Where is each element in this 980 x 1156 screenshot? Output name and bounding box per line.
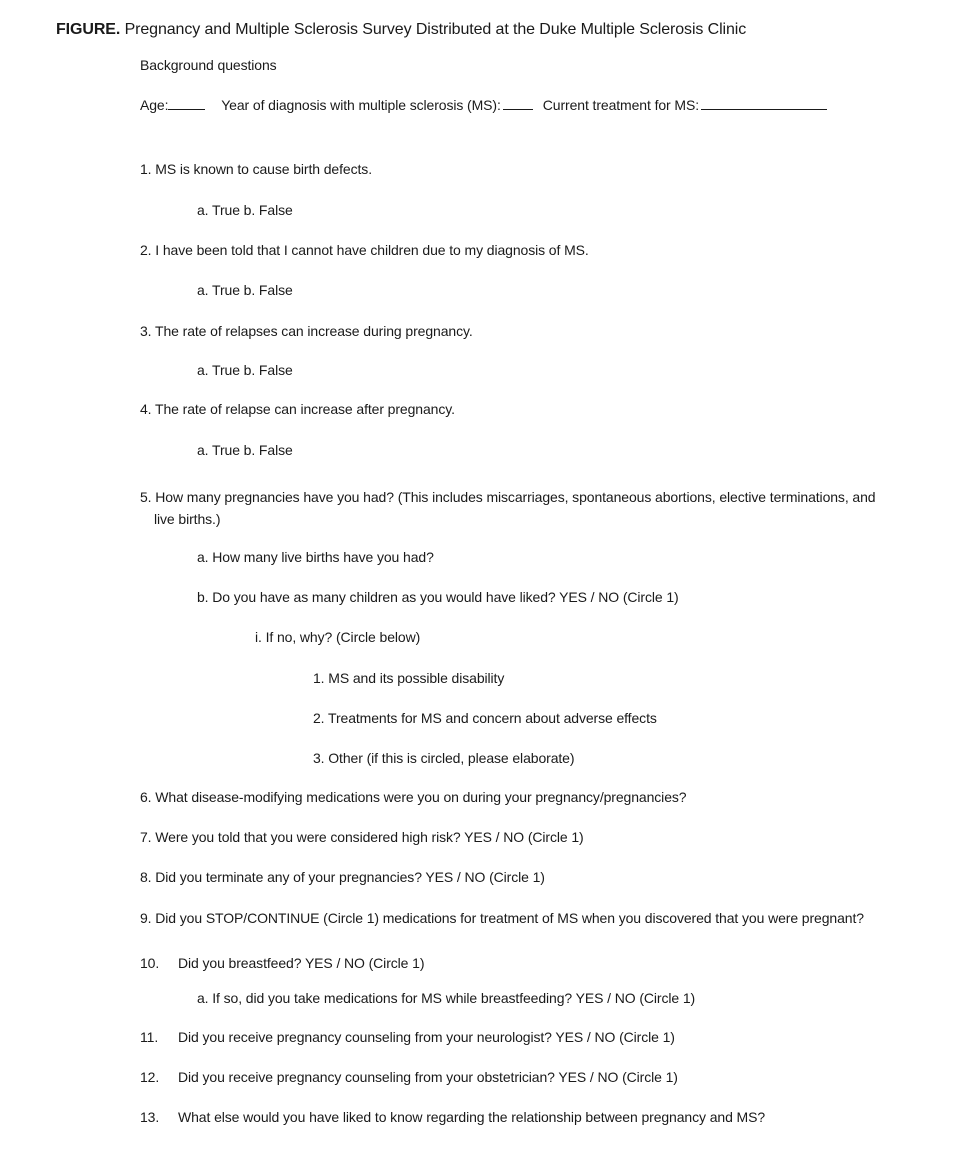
question-4-options: a. True b. False <box>197 442 293 458</box>
treatment-label: Current treatment for MS: <box>542 97 699 113</box>
question-10a: a. If so, did you take medications for MS while breastfeeding? YES / NO (Circle 1) <box>197 990 696 1006</box>
question-12-number: 12. <box>140 1069 160 1085</box>
question-1-options: a. True b. False <box>197 202 293 218</box>
question-5b-i-option-2: 2. Treatments for MS and concern about adverse effects <box>313 710 657 726</box>
question-3-options: a. True b. False <box>197 362 293 378</box>
question-2-options: a. True b. False <box>197 282 293 298</box>
background-fields-row <box>140 97 837 113</box>
question-13 <box>140 1109 765 1125</box>
question-11 <box>140 1029 675 1045</box>
age-label: Age: <box>140 97 169 113</box>
question-6: 6. What disease-modifying medications were you on during your pregnancy/pregnancies? <box>140 789 687 805</box>
question-2: 2. I have been told that I cannot have children due to my diagnosis of MS. <box>140 242 589 258</box>
figure-title <box>56 21 746 39</box>
question-11-number: 11. <box>140 1029 159 1045</box>
question-5b-i: i. If no, why? (Circle below) <box>255 629 421 645</box>
question-10-number: 10. <box>140 955 160 971</box>
question-5a: a. How many live births have you had? <box>197 549 434 565</box>
question-5b: b. Do you have as many children as you would have liked? YES / NO (Circle 1) <box>197 589 679 605</box>
question-12 <box>140 1069 678 1085</box>
question-5-line-2: live births.) <box>154 511 221 527</box>
question-10-text: Did you breastfeed? YES / NO (Circle 1) <box>178 955 425 971</box>
question-12-text: Did you receive pregnancy counseling from your obstetrician? YES / NO (Circle 1) <box>178 1069 678 1085</box>
question-4: 4. The rate of relapse can increase after pregnancy. <box>140 401 455 417</box>
question-3: 3. The rate of relapses can increase during pregnancy. <box>140 323 473 339</box>
age-blank <box>168 97 205 110</box>
figure-label: FIGURE. <box>56 21 121 38</box>
year-label: Year of diagnosis with multiple sclerosis (MS): <box>221 97 501 113</box>
question-13-number: 13. <box>140 1109 160 1125</box>
year-blank <box>503 97 533 110</box>
question-9: 9. Did you STOP/CONTINUE (Circle 1) medications for treatment of MS when you discovered that you were pregnant? <box>140 910 864 926</box>
treatment-blank <box>701 97 827 110</box>
question-5b-i-option-1: 1. MS and its possible disability <box>313 670 505 686</box>
background-heading: Background questions <box>140 57 277 73</box>
question-13-text: What else would you have liked to know regarding the relationship between pregnancy and MS? <box>178 1109 766 1125</box>
figure-title-text: Pregnancy and Multiple Sclerosis Survey Distributed at the Duke Multiple Sclerosis Clinic <box>124 21 747 38</box>
question-7: 7. Were you told that you were considered high risk? YES / NO (Circle 1) <box>140 829 584 845</box>
question-5-line-1: 5. How many pregnancies have you had? (This includes miscarriages, spontaneous abortions, elective terminations, and <box>140 489 876 505</box>
question-11-text: Did you receive pregnancy counseling from your neurologist? YES / NO (Circle 1) <box>178 1029 675 1045</box>
question-1: 1. MS is known to cause birth defects. <box>140 161 372 177</box>
question-8: 8. Did you terminate any of your pregnancies? YES / NO (Circle 1) <box>140 869 545 885</box>
question-10 <box>140 955 424 971</box>
question-5b-i-option-3: 3. Other (if this is circled, please elaborate) <box>313 750 575 766</box>
